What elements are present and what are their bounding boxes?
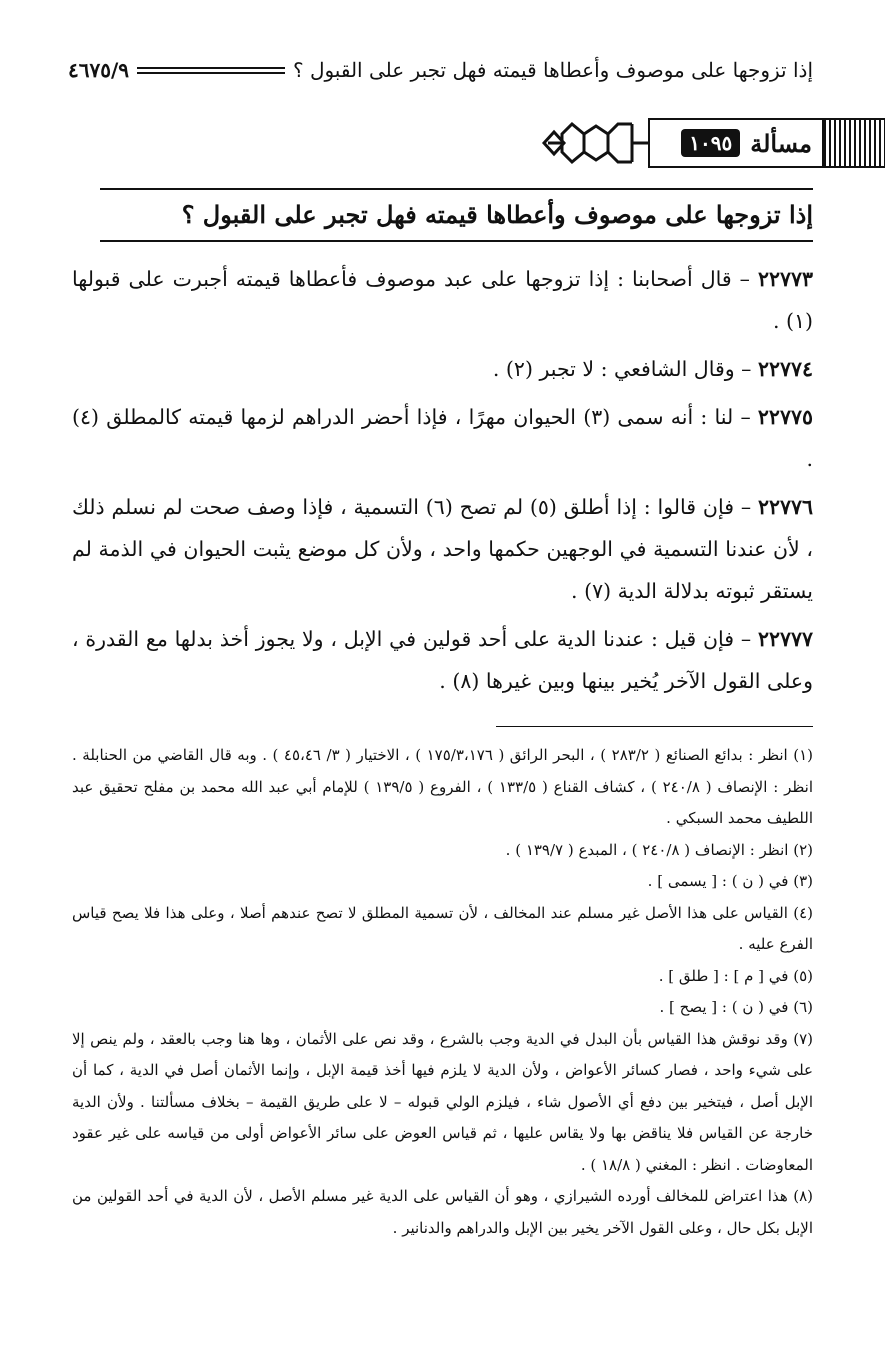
banner-bars-decoration — [822, 118, 885, 168]
paragraph-text: – فإن قالوا : إذا أطلق (٥) لم تصح (٦) التسمية ، فإذا وصف صحت لم نسلم ذلك ، لأن عندنا التسمية في الوجهين حكمها واحد ، ولأن كل موضع يثبت الحيوان في الذمة لم يستقر ثبوته بدلالة الدية (٧) . — [72, 495, 813, 603]
footnote: (٤) القياس على هذا الأصل غير مسلم عند المخالف ، لأن تسمية المطلق لا تصح عندهم أصلا ، وعلى هذا فلا يصح قياس الفرع عليه . — [72, 903, 813, 953]
footnote: (١) انظر : بدائع الصنائع ( ٢٨٣/٢ ) ، البحر الرائق ( ١٧٥/٣،١٧٦ ) ، الاختيار ( ٣/ ٤٥،٤٦ ) . وبه قال القاضي من الحنابلة . انظر : الإنصاف ( ٢٤٠/٨ ) ، كشاف القناع ( ١٣٣/٥ ) ، الفروع ( ١٣٩/٥ ) للإمام أبي عبد الله محمد بن مفلح تحقيق عبد اللطيف محمد السبكي . — [72, 746, 814, 827]
paragraph-text: – لنا : أنه سمى (٣) الحيوان مهرًا ، فإذا أحضر الدراهم لزمها قيمته كالمطلق (٤) . — [72, 405, 813, 471]
header-double-rule — [137, 67, 285, 74]
paragraph-number: ٢٢٧٧٦ — [757, 495, 813, 519]
paragraph-text: – وقال الشافعي : لا تجبر (٢) . — [492, 357, 758, 381]
paragraph — [72, 486, 813, 612]
footnote: (٨) هذا اعتراض للمخالف أورده الشيرازي ، وهو أن القياس على الدية غير مسلم الأصل ، لأن الدية في أحد القولين من الإبل بكل حال ، وعلى القول الآخر يخير بين الإبل والدراهم والدنانير . — [72, 1187, 813, 1237]
paragraph — [72, 618, 813, 702]
page-number: ٤٦٧٥/٩ — [68, 58, 130, 82]
paragraph-text: – فإن قيل : عندنا الدية على أحد قولين في الإبل ، ولا يجوز أخذ بدلها مع القدرة ، وعلى القول الآخر يُخير بينها وبين غيرها (٨) . — [72, 627, 813, 693]
issue-banner — [540, 118, 885, 168]
paragraph-number: ٢٢٧٧٤ — [757, 357, 813, 381]
paragraph — [72, 258, 813, 342]
footnote: (٢) انظر : الإنصاف ( ٢٤٠/٨ ) ، المبدع ( ١٣٩/٧ ) . — [505, 840, 813, 859]
footnote: (٦) في ( ن ) : [ يصح ] . — [659, 998, 813, 1016]
running-header-title: إذا تزوجها على موصوف وأعطاها قيمته فهل تجبر على القبول ؟ — [292, 58, 813, 82]
banner-label: مسألة — [750, 128, 812, 158]
banner-label-box — [648, 118, 822, 168]
footnote-row — [72, 961, 813, 993]
running-header — [68, 52, 813, 88]
paragraph-number: ٢٢٧٧٣ — [757, 267, 813, 291]
paragraph — [72, 396, 813, 480]
paragraph-number: ٢٢٧٧٧ — [757, 627, 813, 651]
issue-title: إذا تزوجها على موصوف وأعطاها قيمته فهل تجبر على القبول ؟ — [100, 188, 813, 242]
footnote: (٥) في [ م ] : [ طلق ] . — [658, 966, 813, 985]
footnote: (٧) وقد نوقش هذا القياس بأن البدل في الدية وجب بالشرع ، وقد نص على الأثمان ، وها هنا وجب بالعقد ، ولم ينص إلا على شيء واحد ، فصار كسائر الأعواض ، ولأن الدية لا يلزم فيها أخذ قيمة الإبل ، وإنما الأثمان أصل في الدية ، كما أن الإبل أصل ، فيتخير بين دفع أي الأصول شاء ، فيلزم الولي قبوله – لا على طريق القيمة – بخلاف مسألتنا . ولأن الدية خارجة عن القياس فلا يناقض بها ولا يقاس عليها ، ثم قياس العوض على سائر الأعواض أولى من قياسه على غير عقود المعاوضات . انظر : المغني ( ١٨/٨ ) . — [72, 1029, 813, 1174]
footnote-separator — [496, 726, 813, 727]
issue-number: ١٠٩٥ — [681, 129, 740, 157]
body-text — [72, 258, 813, 708]
footnote: (٣) في ( ن ) : [ يسمى ] . — [647, 872, 813, 890]
ornament-icon — [540, 118, 648, 168]
paragraph-text: – قال أصحابنا : إذا تزوجها على عبد موصوف فأعطاها قيمته أجبرت على قبولها (١) . — [72, 267, 813, 333]
paragraph — [72, 348, 813, 390]
footnotes — [72, 740, 813, 1244]
paragraph-number: ٢٢٧٧٥ — [757, 405, 813, 429]
